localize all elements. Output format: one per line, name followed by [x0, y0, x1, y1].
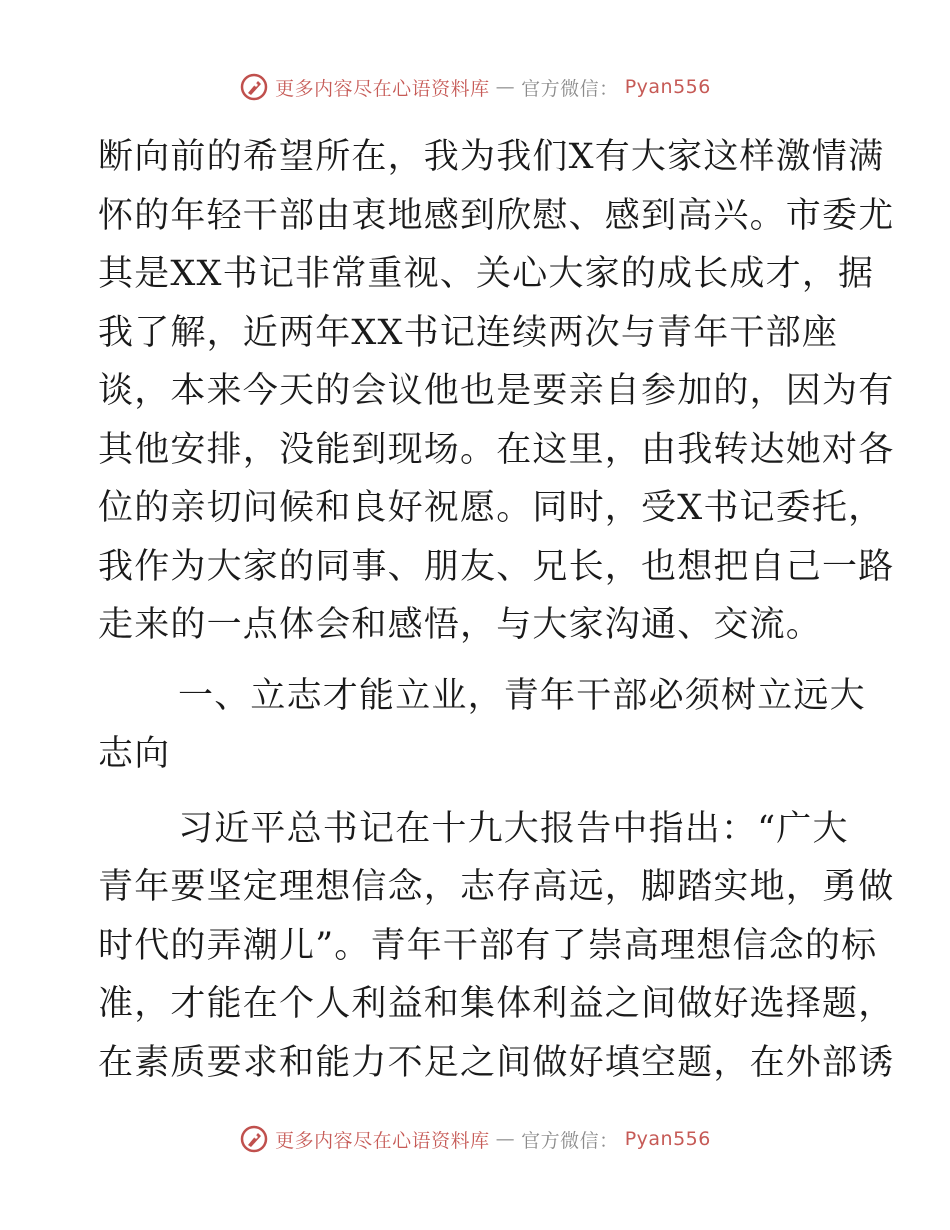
text-line: 习近平总书记在十九大报告中指出：“广大 — [178, 808, 849, 849]
heading-line: 志向 — [98, 734, 171, 774]
watermark-official-label: 官方微信： — [521, 1129, 619, 1152]
watermark-official-label: 官方微信： — [521, 77, 619, 100]
watermark-wechat-id: Pyan556 — [624, 76, 711, 98]
text-line: 我作为大家的同事、朋友、兄长，也想把自己一路 — [98, 546, 895, 587]
pen-nib-circle-icon — [239, 1124, 269, 1154]
watermark-wechat-id: Pyan556 — [624, 1128, 711, 1150]
pen-nib-circle-icon — [239, 72, 269, 102]
paragraph-1 — [98, 128, 895, 655]
text-line: 走来的一点体会和感悟，与大家沟通、交流。 — [98, 605, 823, 645]
watermark-header — [0, 72, 950, 102]
watermark-dash: — — [495, 1128, 516, 1150]
watermark-site-text: 更多内容尽在心语资料库 — [275, 1129, 490, 1152]
text-line: 谈，本来今天的会议他也是要亲自参加的，因为有 — [98, 371, 895, 411]
paragraph-2 — [98, 800, 895, 1093]
text-line: 其他安排，没能到现场。在这里，由我转达她对各 — [98, 429, 895, 470]
section-heading — [98, 667, 866, 784]
heading-line: 一、立志才能立业，青年干部必须树立远大 — [178, 675, 866, 716]
text-line: 断向前的希望所在，我为我们X有大家这样激情满 — [98, 137, 885, 177]
watermark-footer — [0, 1124, 950, 1154]
text-line: 在素质要求和能力不足之间做好填空题，在外部诱 — [98, 1042, 895, 1083]
text-line: 其是XX书记非常重视、关心大家的成长成才，据 — [98, 254, 875, 294]
text-line: 准，才能在个人利益和集体利益之间做好选择题， — [98, 984, 895, 1024]
text-line: 怀的年轻干部由衷地感到欣慰、感到高兴。市委尤 — [98, 195, 895, 236]
watermark-dash: — — [495, 76, 516, 98]
text-line: 位的亲切问候和良好祝愿。同时，受X书记委托， — [98, 488, 885, 528]
text-line: 青年要坚定理想信念，志存高远，脚踏实地，勇做 — [98, 867, 895, 907]
document-body — [98, 128, 895, 1092]
watermark-site-text: 更多内容尽在心语资料库 — [275, 77, 490, 100]
text-line: 我了解，近两年XX书记连续两次与青年干部座 — [98, 312, 839, 353]
text-line: 时代的弄潮儿”。青年干部有了崇高理想信念的标 — [98, 925, 878, 966]
